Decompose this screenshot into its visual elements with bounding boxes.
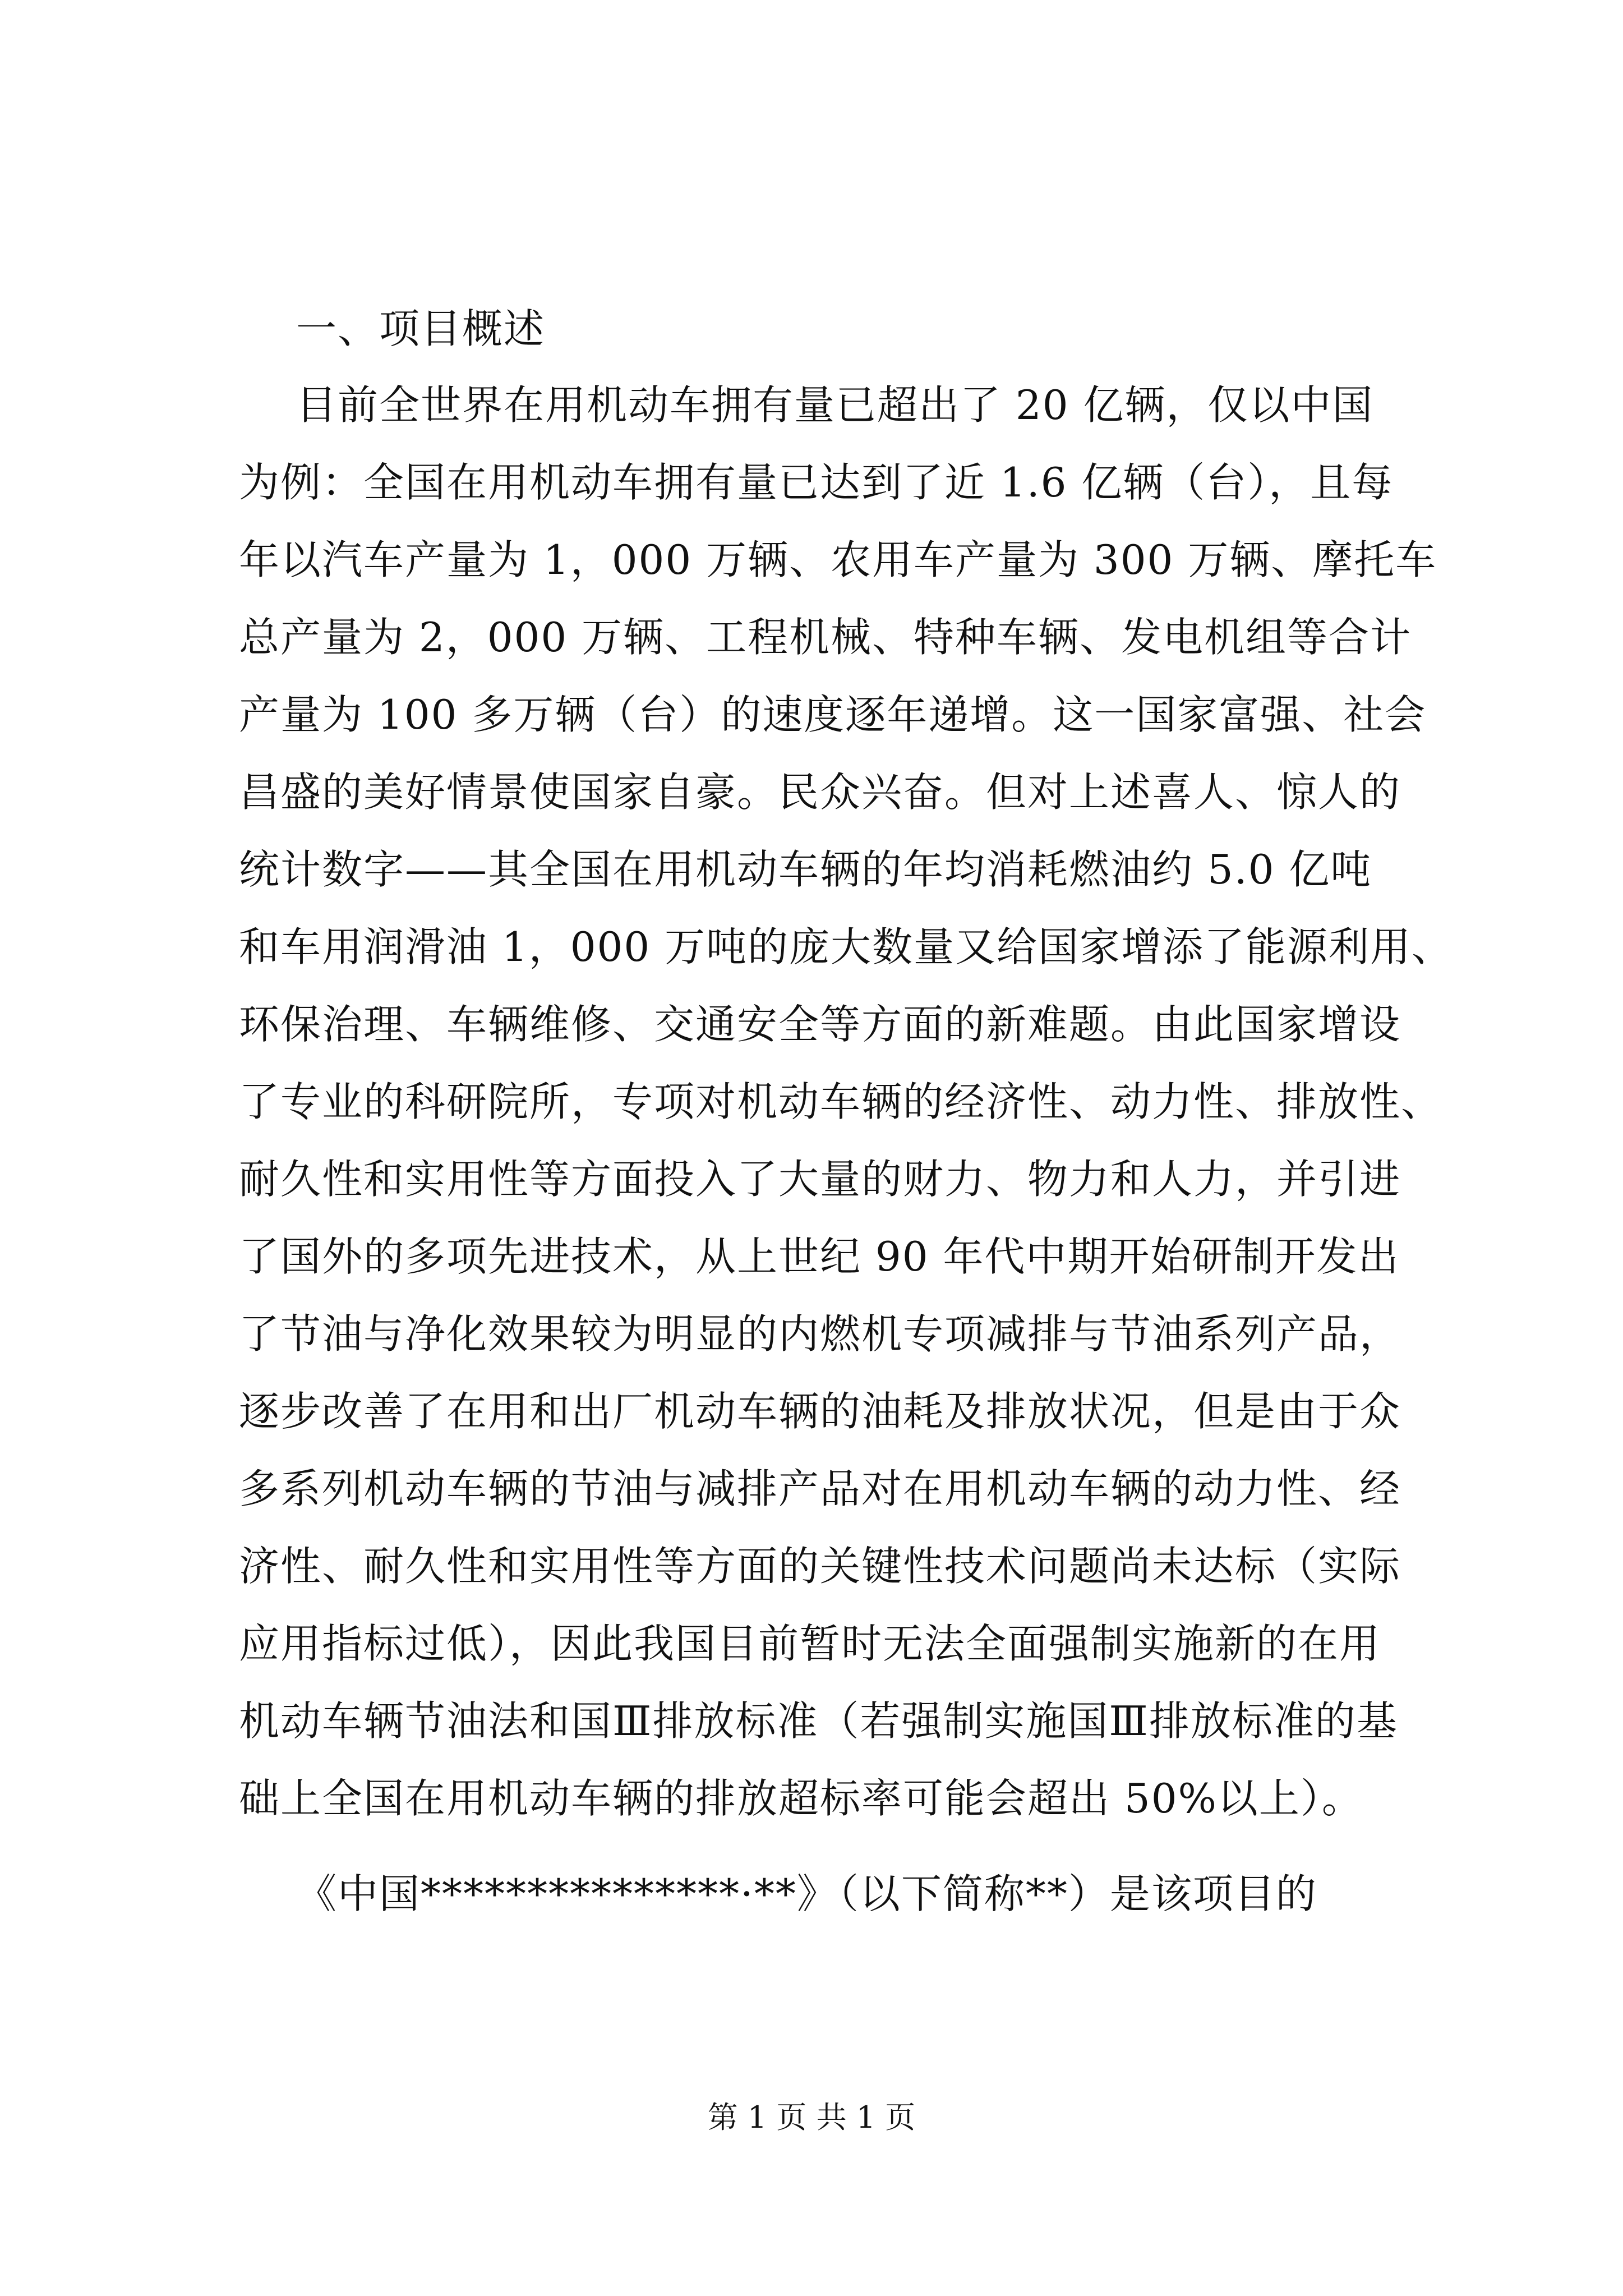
paragraph-line: 础上全国在用机动车辆的排放超标率可能会超出 50%以上）。 [239, 1775, 1363, 1822]
paragraph-line: 多系列机动车辆的节油与减排产品对在用机动车辆的动力性、经 [239, 1465, 1401, 1512]
paragraph-line: 了专业的科研院所，专项对机动车辆的经济性、动力性、排放性、 [239, 1078, 1443, 1125]
paragraph-line: 了节油与净化效果较为明显的内燃机专项减排与节油系列产品， [239, 1310, 1401, 1358]
paragraph-line: 机动车辆节油法和国Ⅲ排放标准（若强制实施国Ⅲ排放标准的基 [239, 1697, 1398, 1745]
paragraph-line: 为例：全国在用机动车拥有量已达到了近 1.6 亿辆（台），且每 [239, 459, 1394, 506]
paragraph-line: 产量为 100 多万辆（台）的速度逐年递增。这一国家富强、社会 [239, 691, 1427, 738]
page-footer: 第 1 页 共 1 页 [707, 2100, 916, 2135]
paragraph-line: 目前全世界在用机动车拥有量已超出了 20 亿辆，仅以中国 [296, 381, 1374, 429]
paragraph-line: 统计数字——其全国在用机动车辆的年均消耗燃油约 5.0 亿吨 [239, 846, 1372, 893]
paragraph-line: 昌盛的美好情景使国家自豪。民众兴奋。但对上述喜人、惊人的 [239, 769, 1401, 816]
paragraph-line: 济性、耐久性和实用性等方面的关键性技术问题尚未达标（实际 [239, 1543, 1401, 1590]
paragraph-line: 耐久性和实用性等方面投入了大量的财力、物力和人力，并引进 [239, 1156, 1401, 1203]
paragraph-line: 总产量为 2，000 万辆、工程机械、特种车辆、发电机组等合计 [239, 614, 1412, 661]
paragraph-line: 了国外的多项先进技术，从上世纪 90 年代中期开始研制开发出 [239, 1233, 1400, 1280]
paragraph-line: 《中国***************·**》（以下简称**）是该项目的 [296, 1870, 1317, 1917]
paragraph-line: 逐步改善了在用和出厂机动车辆的油耗及排放状况，但是由于众 [239, 1388, 1401, 1435]
paragraph-line: 和车用润滑油 1，000 万吨的庞大数量又给国家增添了能源利用、 [239, 923, 1454, 970]
paragraph-line: 应用指标过低），因此我国目前暂时无法全面强制实施新的在用 [239, 1620, 1381, 1667]
section-heading: 一、项目概述 [296, 305, 546, 352]
paragraph-line: 环保治理、车辆维修、交通安全等方面的新难题。由此国家增设 [239, 1001, 1401, 1048]
paragraph-line: 年以汽车产量为 1，000 万辆、农用车产量为 300 万辆、摩托车 [239, 536, 1437, 583]
